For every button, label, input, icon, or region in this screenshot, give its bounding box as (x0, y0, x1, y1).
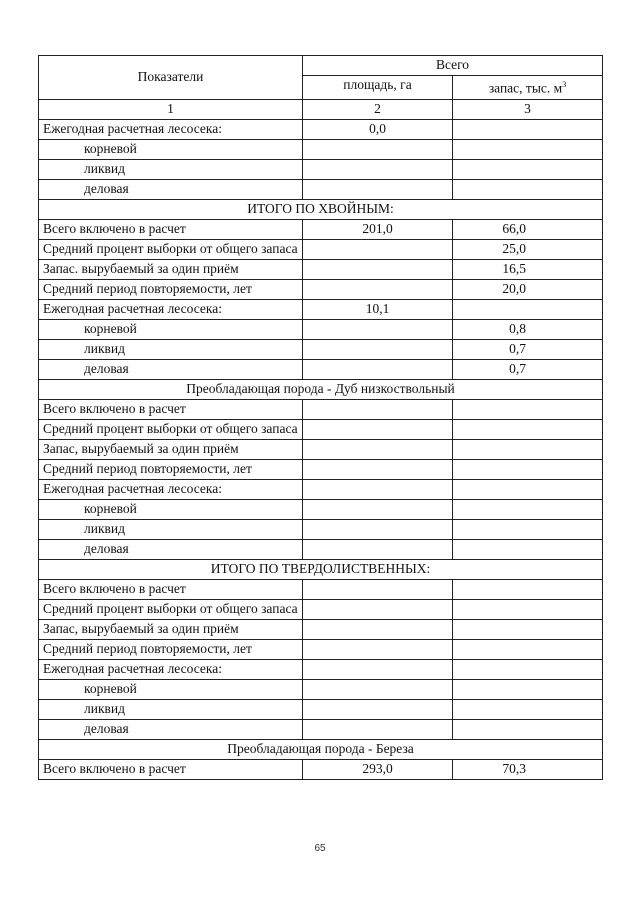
table-row (39, 459, 603, 479)
row-label: Средний период повторяемости, лет (39, 459, 303, 479)
row-area-value (303, 279, 453, 299)
row-label: ликвид (39, 519, 303, 539)
row-stock-value (453, 179, 603, 199)
header-stock-label: запас, тыс. м (488, 80, 563, 96)
table-row (39, 179, 603, 199)
section-heading: Преобладающая порода - Дуб низкоствольный (39, 379, 603, 399)
row-label: Всего включено в расчет (39, 579, 303, 599)
row-stock-value (453, 639, 603, 659)
row-label: Ежегодная расчетная лесосека: (39, 659, 303, 679)
row-label: Ежегодная расчетная лесосека: (39, 479, 303, 499)
table-row (39, 439, 603, 459)
header-area: площадь, га (303, 76, 453, 100)
table-row (39, 219, 603, 239)
row-label: деловая (39, 179, 303, 199)
table-row (39, 139, 603, 159)
row-stock-value (453, 679, 603, 699)
row-stock-value (453, 599, 603, 619)
row-area-value (303, 419, 453, 439)
table-row (39, 539, 603, 559)
table-row (39, 639, 603, 659)
section-heading-row (39, 559, 603, 579)
row-area-value (303, 179, 453, 199)
row-stock-value: 25,0 (453, 239, 603, 259)
row-label: Всего включено в расчет (39, 399, 303, 419)
row-stock-value: 0,8 (453, 319, 603, 339)
table-row (39, 699, 603, 719)
row-stock-value (453, 499, 603, 519)
row-stock-value (453, 659, 603, 679)
row-stock-value (453, 419, 603, 439)
table-row (39, 479, 603, 499)
row-label: корневой (39, 319, 303, 339)
row-label: Ежегодная расчетная лесосека: (39, 119, 303, 139)
row-stock-value: 0,7 (453, 339, 603, 359)
table-row (39, 239, 603, 259)
row-area-value: 293,0 (303, 759, 453, 779)
row-stock-value (453, 699, 603, 719)
row-area-value: 10,1 (303, 299, 453, 319)
row-area-value (303, 659, 453, 679)
table-row (39, 119, 603, 139)
row-stock-value: 70,3 (453, 759, 603, 779)
table-row (39, 619, 603, 639)
row-area-value (303, 339, 453, 359)
row-stock-value: 20,0 (453, 279, 603, 299)
row-label: Средний процент выборки от общего запаса (39, 599, 303, 619)
row-area-value (303, 619, 453, 639)
row-area-value: 201,0 (303, 219, 453, 239)
row-area-value (303, 599, 453, 619)
row-area-value (303, 159, 453, 179)
row-area-value (303, 579, 453, 599)
section-heading: ИТОГО ПО ТВЕРДОЛИСТВЕННЫХ: (39, 559, 603, 579)
row-area-value: 0,0 (303, 119, 453, 139)
row-label: деловая (39, 539, 303, 559)
table-row (39, 679, 603, 699)
row-stock-value (453, 139, 603, 159)
row-label: Всего включено в расчет (39, 219, 303, 239)
forest-indicators-table (38, 55, 603, 780)
row-stock-value: 16,5 (453, 259, 603, 279)
forest-table-sheet (38, 55, 603, 780)
row-stock-value (453, 479, 603, 499)
header-stock (453, 76, 603, 100)
table-row (39, 359, 603, 379)
table-row (39, 419, 603, 439)
row-stock-value (453, 579, 603, 599)
header-stock-sup: 3 (562, 80, 567, 89)
table-row (39, 599, 603, 619)
row-label: Запас, вырубаемый за один приём (39, 619, 303, 639)
row-label: корневой (39, 139, 303, 159)
row-label: Средний процент выборки от общего запаса (39, 419, 303, 439)
table-row (39, 579, 603, 599)
column-numbers-row (39, 99, 603, 119)
row-area-value (303, 499, 453, 519)
row-area-value (303, 699, 453, 719)
table-row (39, 319, 603, 339)
section-heading-row (39, 379, 603, 399)
row-area-value (303, 479, 453, 499)
row-stock-value (453, 119, 603, 139)
row-label: корневой (39, 679, 303, 699)
row-label: корневой (39, 499, 303, 519)
row-label: ликвид (39, 699, 303, 719)
row-area-value (303, 539, 453, 559)
row-stock-value (453, 399, 603, 419)
table-row (39, 759, 603, 779)
row-area-value (303, 319, 453, 339)
table-row (39, 659, 603, 679)
row-stock-value (453, 719, 603, 739)
row-stock-value (453, 459, 603, 479)
row-label: Запас, вырубаемый за один приём (39, 439, 303, 459)
row-area-value (303, 399, 453, 419)
row-label: деловая (39, 359, 303, 379)
row-area-value (303, 439, 453, 459)
row-label: ликвид (39, 339, 303, 359)
row-stock-value: 0,7 (453, 359, 603, 379)
row-label: Всего включено в расчет (39, 759, 303, 779)
row-stock-value (453, 159, 603, 179)
table-row (39, 519, 603, 539)
table-row (39, 279, 603, 299)
row-label: Запас. вырубаемый за один приём (39, 259, 303, 279)
column-number-1: 1 (39, 99, 303, 119)
table-row (39, 259, 603, 279)
row-area-value (303, 359, 453, 379)
row-label: ликвид (39, 159, 303, 179)
table-row (39, 499, 603, 519)
row-area-value (303, 239, 453, 259)
header-indicators: Показатели (39, 56, 303, 100)
column-number-2: 2 (303, 99, 453, 119)
row-label: Средний период повторяемости, лет (39, 639, 303, 659)
table-row (39, 299, 603, 319)
row-stock-value (453, 439, 603, 459)
table-row (39, 339, 603, 359)
row-area-value (303, 639, 453, 659)
section-heading-row (39, 199, 603, 219)
row-area-value (303, 679, 453, 699)
section-heading-row (39, 739, 603, 759)
table-row (39, 159, 603, 179)
row-area-value (303, 139, 453, 159)
row-stock-value (453, 539, 603, 559)
page-number: 65 (314, 843, 326, 854)
row-stock-value (453, 299, 603, 319)
column-number-3: 3 (453, 99, 603, 119)
row-stock-value (453, 519, 603, 539)
row-area-value (303, 459, 453, 479)
table-row (39, 719, 603, 739)
header-total: Всего (303, 56, 603, 76)
section-heading: Преобладающая порода - Береза (39, 739, 603, 759)
row-label: Средний период повторяемости, лет (39, 279, 303, 299)
row-label: деловая (39, 719, 303, 739)
row-label: Средний процент выборки от общего запаса (39, 239, 303, 259)
row-area-value (303, 259, 453, 279)
header-row (39, 56, 603, 76)
row-stock-value: 66,0 (453, 219, 603, 239)
row-stock-value (453, 619, 603, 639)
section-heading: ИТОГО ПО ХВОЙНЫМ: (39, 199, 603, 219)
row-area-value (303, 519, 453, 539)
row-label: Ежегодная расчетная лесосека: (39, 299, 303, 319)
row-area-value (303, 719, 453, 739)
table-row (39, 399, 603, 419)
